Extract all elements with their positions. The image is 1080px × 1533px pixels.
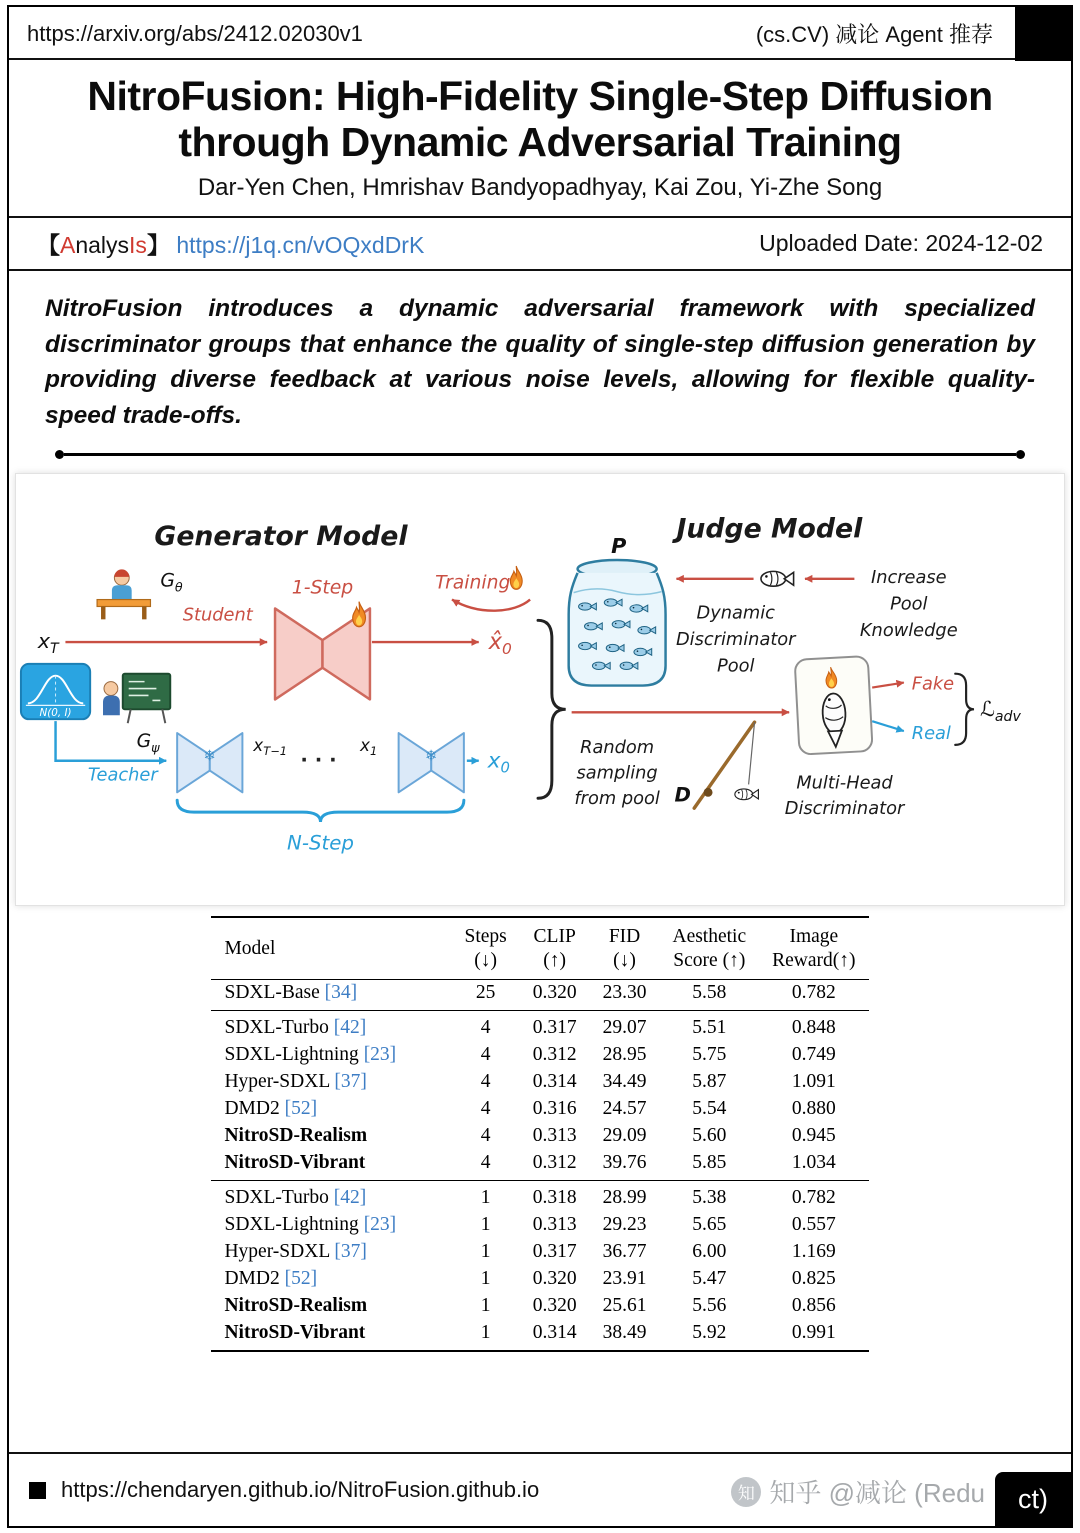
table-row [211, 1239, 868, 1266]
clip-cell: 0.314 [532, 1322, 577, 1343]
table-row [211, 1011, 868, 1042]
reward-cell: 0.782 [791, 982, 836, 1003]
channel-tag: (cs.CV) 减论 Agent 推荐 [755, 22, 993, 47]
real-arrow [872, 721, 904, 731]
table-row [211, 1096, 868, 1123]
pool-caption-line2: Discriminator [675, 628, 796, 650]
aesthetic-cell: 5.60 [692, 1125, 727, 1146]
steps-cell: 1 [480, 1241, 491, 1262]
citation-ref[interactable]: [52] [279, 1098, 318, 1119]
output-group-brace [538, 620, 566, 798]
table-row [211, 1293, 868, 1320]
flame-icon [353, 601, 366, 626]
multihead-caption-line2: Discriminator [784, 797, 905, 819]
random-caption-line1: Random [580, 736, 655, 758]
paper-title: NitroFusion: High-Fidelity Single-Step Diffusion through Dynamic Adversarial Training [87, 73, 993, 165]
aesthetic-cell: 5.38 [659, 1181, 759, 1212]
snowflake-icon: ❄ [203, 747, 217, 765]
clip-cell: 0.312 [532, 1152, 577, 1173]
footer-square-icon [29, 1482, 46, 1499]
arxiv-url: https://arxiv.org/abs/2412.02030v1 [27, 20, 363, 46]
fid-cell: 23.30 [602, 982, 647, 1003]
aesthetic-cell: 5.85 [692, 1152, 727, 1173]
project-url[interactable]: https://chendaryen.github.io/NitroFusion.github.io [61, 1477, 540, 1502]
aesthetic-cell: 6.00 [692, 1241, 727, 1262]
aesthetic-cell: 5.54 [692, 1098, 727, 1119]
divider-line [64, 453, 1016, 456]
clip-cell: 0.320 [532, 982, 577, 1003]
fid-cell: 25.61 [602, 1295, 647, 1316]
fid-cell: 23.91 [602, 1268, 647, 1289]
table-row [211, 1150, 868, 1181]
divider-dot-right [1016, 450, 1025, 459]
steps-cell: 1 [451, 1181, 519, 1212]
corner-black-square [1015, 7, 1071, 61]
model-name-cell: NitroSD-Vibrant [224, 1322, 366, 1343]
model-name-cell: NitroSD-Vibrant [224, 1152, 366, 1173]
model-name-cell: Hyper-SDXL [37] [224, 1071, 367, 1092]
figure-panel [15, 473, 1065, 906]
steps-cell: 4 [451, 1011, 519, 1042]
steps-cell: 25 [475, 982, 496, 1003]
aesthetic-cell: 5.92 [692, 1322, 727, 1343]
noise-label: N(0, I) [39, 707, 72, 720]
fid-cell: 36.77 [602, 1241, 647, 1262]
divider-dot-left [55, 450, 64, 459]
aesthetic-cell: 5.56 [692, 1295, 727, 1316]
model-name-cell: SDXL-Turbo [42] [211, 1011, 451, 1042]
reward-cell: 0.945 [791, 1125, 836, 1146]
fid-cell: 28.95 [602, 1044, 647, 1065]
analysis-link[interactable]: https://j1q.cn/vOQxdDrK [176, 231, 425, 258]
citation-ref[interactable]: [23] [358, 1214, 397, 1235]
model-name-cell: NitroSD-Realism [224, 1125, 368, 1146]
generator-model-title: Generator Model [154, 521, 408, 553]
table-row [211, 1123, 868, 1150]
header-steps: Steps (↓) [451, 917, 519, 979]
fake-label: Fake [911, 673, 955, 695]
random-caption-line3: from pool [574, 788, 660, 810]
random-caption-line2: sampling [576, 762, 658, 784]
x-1-label: $x_1$ [360, 734, 378, 758]
data-symbol: D [674, 783, 691, 807]
citation-ref[interactable]: [42] [328, 1187, 367, 1208]
model-name-cell: DMD2 [52] [224, 1268, 318, 1289]
reward-cell: 0.848 [759, 1011, 868, 1042]
reward-cell: 0.557 [791, 1214, 836, 1235]
results-table-container [9, 916, 1071, 1352]
steps-cell: 4 [480, 1098, 491, 1119]
real-label: Real [911, 722, 951, 744]
results-table-body [211, 979, 868, 1351]
clip-cell: 0.314 [532, 1071, 577, 1092]
steps-cell: 1 [480, 1295, 491, 1316]
model-name-cell: SDXL-Lightning [23] [224, 1044, 397, 1065]
header-fid: FID (↓) [590, 917, 660, 979]
reward-cell: 0.782 [759, 1181, 868, 1212]
top-bar [9, 7, 1071, 60]
g-theta-label: $G_\theta$ [160, 570, 183, 596]
student-label: Student [182, 604, 253, 626]
clip-cell: 0.320 [532, 1268, 577, 1289]
steps-cell: 1 [480, 1214, 491, 1235]
n-step-label: N-Step [287, 831, 354, 855]
citation-ref[interactable]: [52] [279, 1268, 318, 1289]
clip-cell: 0.313 [532, 1125, 577, 1146]
snowflake-icon: ❄ [425, 747, 438, 765]
aesthetic-cell: 5.51 [659, 1011, 759, 1042]
adversarial-loss-label: ℒ$_{adv}$ [979, 697, 1021, 726]
clip-cell: 0.316 [532, 1098, 577, 1119]
analysis-label: 【AnalysIs】 https://j1q.cn/vOQxdDrK [37, 231, 425, 258]
table-row [211, 1212, 868, 1239]
uploaded-date: Uploaded Date: 2024-12-02 [759, 229, 1043, 256]
fid-cell: 29.23 [602, 1214, 647, 1235]
reward-cell: 0.825 [791, 1268, 836, 1289]
ellipsis-dots: · · · [300, 748, 337, 772]
results-table [211, 916, 868, 1352]
citation-ref[interactable]: [42] [328, 1017, 367, 1038]
reward-cell: 1.091 [791, 1071, 836, 1092]
citation-ref[interactable]: [37] [329, 1241, 367, 1262]
steps-cell: 1 [480, 1268, 491, 1289]
multi-head-discriminator-icon [795, 656, 873, 755]
x-T-label: $x_T$ [37, 628, 59, 657]
fid-cell: 38.49 [602, 1322, 647, 1343]
table-row [211, 1181, 868, 1212]
model-name-cell: SDXL-Lightning [23] [224, 1214, 397, 1235]
training-label: Training [435, 572, 511, 594]
architecture-diagram [16, 474, 1064, 905]
steps-cell: 4 [480, 1125, 491, 1146]
header-reward: Image Reward(↑) [759, 917, 868, 979]
steps-cell: 4 [480, 1071, 491, 1092]
analysis-bar [9, 216, 1071, 271]
pool-caption-line3: Pool [717, 655, 755, 677]
model-name-cell: NitroSD-Realism [224, 1295, 368, 1316]
clip-cell: 0.320 [532, 1295, 577, 1316]
new-discriminator-fish-icon [761, 571, 794, 586]
aesthetic-cell: 5.65 [692, 1214, 727, 1235]
table-row [211, 1266, 868, 1293]
g-psi-label: $G_\psi$ [136, 730, 160, 756]
reward-cell: 0.880 [791, 1098, 836, 1119]
multihead-caption-line1: Multi-Head [796, 772, 893, 794]
gaussian-noise-box [21, 664, 90, 719]
pool-symbol: P [611, 533, 627, 558]
corner-black-box: ct) [995, 1472, 1071, 1526]
table-row [211, 1069, 868, 1096]
fishing-rod-icon [694, 722, 758, 808]
reward-cell: 0.856 [791, 1295, 836, 1316]
paper-authors: Dar-Yen Chen, Hmrishav Bandyopadhyay, Kai Zou, Yi-Zhe Song [197, 173, 883, 201]
increase-caption-line1: Increase [870, 566, 947, 588]
reward-cell: 0.749 [791, 1044, 836, 1065]
student-icon [97, 569, 150, 619]
increase-caption-line3: Knowledge [859, 620, 958, 642]
x-0-label: $x_0$ [487, 748, 510, 777]
table-header-row [211, 917, 868, 979]
clip-cell: 0.312 [532, 1044, 577, 1065]
model-name-cell: Hyper-SDXL [37] [224, 1241, 367, 1262]
fid-cell: 34.49 [602, 1071, 647, 1092]
clip-cell: 0.313 [532, 1214, 577, 1235]
header-aesthetic: Aesthetic Score (↑) [659, 917, 759, 979]
citation-ref[interactable]: [23] [358, 1044, 397, 1065]
fake-arrow [872, 682, 904, 687]
loss-brace [955, 674, 974, 745]
training-flame-icon [510, 566, 522, 589]
page-frame [7, 5, 1073, 1528]
pool-caption-line1: Dynamic [696, 602, 775, 624]
header-clip: CLIP (↑) [520, 917, 590, 979]
x-hat-0-label: $x̂_0$ [488, 628, 512, 658]
steps-cell: 1 [480, 1322, 491, 1343]
discriminator-pool-jar-icon [569, 560, 666, 686]
model-name-cell: DMD2 [52] [224, 1098, 318, 1119]
reward-cell: 0.991 [791, 1322, 836, 1343]
model-name-cell: SDXL-Base [34] [224, 982, 358, 1003]
judge-model-title: Judge Model [676, 513, 863, 545]
clip-cell: 0.318 [520, 1181, 590, 1212]
model-name-cell: SDXL-Turbo [42] [211, 1181, 451, 1212]
steps-cell: 4 [480, 1152, 491, 1173]
x-Tm1-label: $x_{T-1}$ [253, 734, 288, 758]
citation-ref[interactable]: [34] [319, 982, 358, 1003]
fid-cell: 39.76 [602, 1152, 647, 1173]
reward-cell: 1.169 [791, 1241, 836, 1262]
citation-ref[interactable]: [37] [329, 1071, 367, 1092]
table-row [211, 1320, 868, 1352]
aesthetic-cell: 5.47 [692, 1268, 727, 1289]
fid-cell: 24.57 [602, 1098, 647, 1119]
clip-cell: 0.317 [520, 1011, 590, 1042]
aesthetic-cell: 5.87 [692, 1071, 727, 1092]
fid-cell: 29.07 [590, 1011, 660, 1042]
table-row [211, 979, 868, 1011]
aesthetic-cell: 5.75 [692, 1044, 727, 1065]
clip-cell: 0.317 [532, 1241, 577, 1262]
one-step-label: 1-Step [291, 577, 354, 599]
fid-cell: 28.99 [590, 1181, 660, 1212]
header-model: Model [211, 917, 451, 979]
reward-cell: 1.034 [791, 1152, 836, 1173]
increase-caption-line2: Pool [890, 593, 928, 615]
zhihu-logo-icon: 知 [731, 1477, 761, 1507]
watermark-text: 知乎 @减论 (Redu [769, 1478, 985, 1508]
zhihu-watermark [731, 1473, 985, 1510]
n-step-brace [177, 800, 464, 822]
table-row [211, 1042, 868, 1069]
teacher-label: Teacher [87, 764, 158, 786]
steps-cell: 4 [480, 1044, 491, 1065]
aesthetic-cell: 5.58 [692, 982, 727, 1003]
section-divider [55, 450, 1025, 459]
fid-cell: 29.09 [602, 1125, 647, 1146]
abstract-text: NitroFusion introduces a dynamic adversarial framework with specialized discriminator groups that enhance the quality of single-step diffusion generation by providing diverse feedback at various noise levels, allowing for flexible quality-speed trade-offs. [45, 294, 1035, 430]
teacher-icon [103, 674, 170, 723]
training-loop-arrow [452, 599, 530, 610]
